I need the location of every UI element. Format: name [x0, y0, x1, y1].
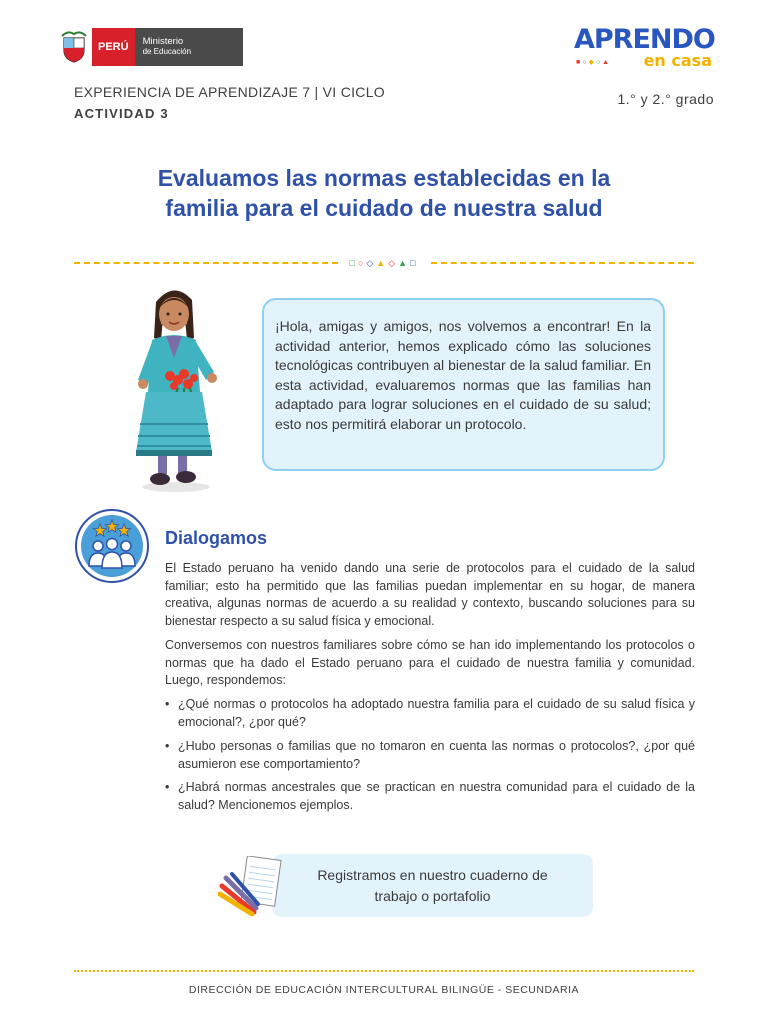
aprendo-en-casa-logo [574, 26, 716, 72]
page-title [90, 163, 678, 223]
question-bullet-2: • ¿Hubo personas o familias que no tomaron en cuenta las normas o protocolos?, ¿por qué asumieron ese comportamiento? [165, 738, 695, 773]
question-bullet-1: • ¿Qué normas o protocolos ha adoptado nuestra familia para el cuidado de su salud física y emocional?, ¿por qué? [165, 696, 695, 731]
note-line1: Registramos en nuestro cuaderno de [317, 866, 548, 883]
paragraph-1: El Estado peruano ha venido dando una serie de protocolos para el cuidado de la salud familiar; esto ha permitido que las familias puedan implementar en su hogar, de manera creativa, algunas normas de acuerdo a su realidad y contexto, buscando soluciones para su bienestar respecto a su salud física y emocional. [165, 561, 695, 628]
notebook-pencils-icon [218, 856, 290, 916]
title-line1: Evaluamos las normas establecidas en la [157, 165, 611, 191]
brand-title: APRENDO [574, 24, 715, 55]
ministry-label [135, 28, 243, 66]
portfolio-note-box [272, 854, 593, 917]
title-line2: familia para el cuidado de nuestra salud [165, 195, 603, 221]
paragraph-2: Conversemos con nuestros familiares sobre cómo se han ido implementando los protocolos o normas que ha dado el Estado peruano para el cuidado de nuestra familia y comunidad. Luego, respondemos: [165, 638, 695, 687]
minedu-logo [58, 28, 243, 66]
girl-with-flowers-illustration [126, 284, 236, 494]
experience-label: EXPERIENCIA DE APRENDIZAJE 7 | VI CICLO [74, 84, 385, 100]
question-bullet-3: • ¿Habrá normas ancestrales que se practican en nuestra comunidad para el cuidado de la salud? Mencionemos ejemplos. [165, 779, 695, 814]
activity-label: ACTIVIDAD 3 [74, 106, 169, 121]
brand-shapes-icon: ■○◆○▲ [576, 59, 612, 66]
intro-speech-box: ¡Hola, amigas y amigos, nos volvemos a encontrar! En la actividad anterior, hemos explicado cómo las soluciones tecnológicas contribuyen al bienestar de la salud familiar. En esta actividad, evaluaremos normas que las familias han adaptado para lograr soluciones en el cuidado de su salud; esto nos permitirá elaborar un protocolo. [262, 298, 665, 471]
footer-divider [74, 970, 694, 972]
peru-label: PERÚ [92, 28, 135, 66]
ministry-line2: de Educación [142, 47, 192, 56]
grade-label: 1.° y 2.° grado [617, 91, 714, 107]
divider-shapes-icon: □○◇▲◇▲□ [349, 258, 419, 268]
note-line2: trabajo o portafolio [374, 887, 491, 904]
ministry-line1: Ministerio [142, 36, 184, 47]
footer-text: DIRECCIÓN DE EDUCACIÓN INTERCULTURAL BILINGÜE - SECUNDARIA [188, 984, 580, 996]
peru-crest-icon [58, 28, 90, 66]
section-heading: Dialogamos [165, 528, 268, 548]
dialogue-group-icon [74, 508, 150, 584]
brand-subtitle: en casa [643, 51, 712, 70]
section-divider [74, 258, 694, 268]
